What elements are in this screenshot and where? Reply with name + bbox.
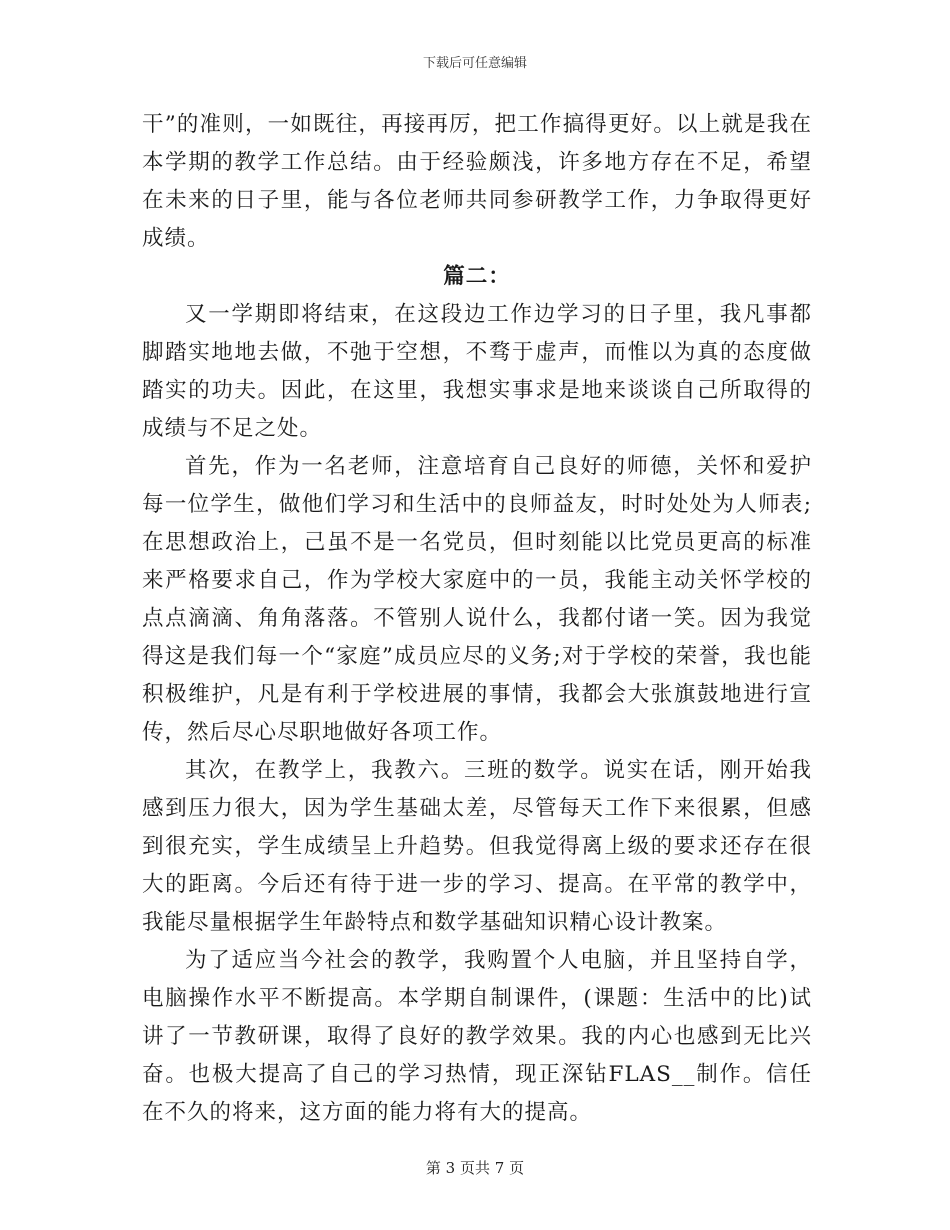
page-header: 下载后可任意编辑 xyxy=(422,56,527,71)
paragraph-continuation: 干”的准则，一如既往，再接再厉，把工作搞得更好。以上就是我在本学期的教学工作总结。由于经验颇浅，许多地方存在不足，希望在未来的日子里，能与各位老师共同参研教学工作，力争取得更好成绩。 xyxy=(142,112,812,251)
paragraph-intro: 又一学期即将结束，在这段边工作边学习的日子里，我凡事都脚踏实地地去做，不弛于空想，不骛于虚声，而惟以为真的态度做踏实的功夫。因此，在这里，我想实事求是地来谈谈自己所取得的成绩与不足之处。 xyxy=(142,302,812,441)
paragraph-computer: 为了适应当今社会的教学，我购置个人电脑，并且坚持自学，电脑操作水平不断提高。本学期自制课件，(课题：生活中的比)试讲了一节教研课，取得了良好的教学效果。我的内心也感到无比兴奋。也极大提高了自己的学习热情，现正深钻FLAS__制作。信任在不久的将来，这方面的能力将有大的提高。 xyxy=(142,948,812,1125)
section-heading: 篇二： xyxy=(443,264,511,289)
paragraph-teaching: 其次，在教学上，我教六。三班的数学。说实在话，刚开始我感到压力很大，因为学生基础太差，尽管每天工作下来很累，但感到很充实，学生成绩呈上升趋势。但我觉得离上级的要求还存在很大的距离。今后还有待于进一步的学习、提高。在平常的教学中，我能尽量根据学生年龄特点和数学基础知识精心设计教案。 xyxy=(142,758,812,935)
page-footer: 第 3 页共 7 页 xyxy=(425,1159,525,1177)
document-body xyxy=(142,106,812,1132)
paragraph-ethics: 首先，作为一名老师，注意培育自己良好的师德，关怀和爱护每一位学生，做他们学习和生活中的良师益友，时时处处为人师表;在思想政治上，己虽不是一名党员，但时刻能以比党员更高的标准来严格要求自己，作为学校大家庭中的一员，我能主动关怀学校的点点滴滴、角角落落。不管别人说什么，我都付诸一笑。因为我觉得这是我们每一个“家庭”成员应尽的义务;对于学校的荣誉，我也能积极维护，凡是有利于学校进展的事情，我都会大张旗鼓地进行宣传，然后尽心尽职地做好各项工作。 xyxy=(142,454,812,745)
